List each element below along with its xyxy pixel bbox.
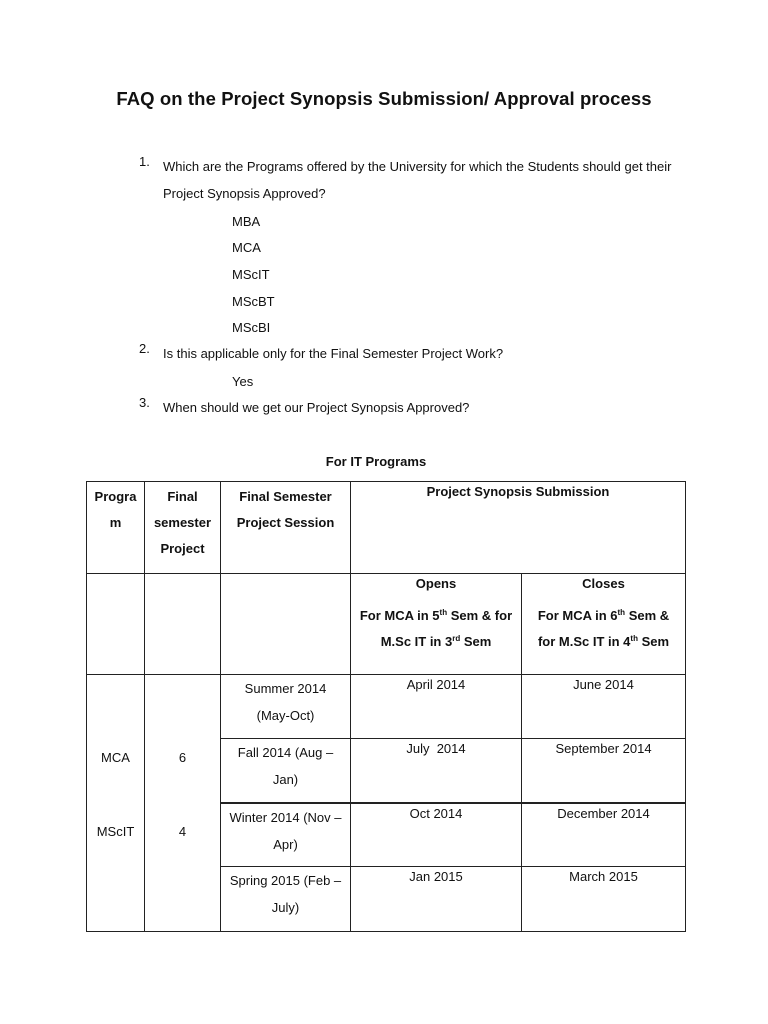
closes-cell: December 2014: [522, 803, 686, 867]
question-text: When should we get our Project Synopsis Approved?: [163, 400, 470, 415]
page-title: FAQ on the Project Synopsis Submission/ Approval process: [116, 88, 652, 109]
program-name-mscit: MScIT: [96, 824, 135, 839]
program-item: MScBI: [232, 320, 271, 335]
question-text: Is this applicable only for the Final Semester Project Work?: [163, 346, 504, 361]
question-number: 3.: [139, 395, 150, 410]
table-row: [87, 675, 686, 739]
question-text: Which are the Programs offered by the University for which the Students should get their Project Synopsis Approved?: [163, 159, 672, 201]
header-program: Program: [87, 482, 145, 574]
header-final-semester-project-session: Final Semester Project Session: [221, 482, 351, 574]
empty-cell: [87, 574, 145, 675]
empty-cell: [221, 574, 351, 675]
answer-text: Yes: [232, 374, 254, 389]
closes-cell: March 2015: [522, 867, 686, 932]
opens-cell: Oct 2014: [351, 803, 522, 867]
table-header-row: [87, 482, 686, 574]
opens-label: Opens: [415, 576, 457, 591]
program-cell: [87, 675, 145, 932]
faq-question-3: [139, 395, 699, 421]
closes-detail: For MCA in 6th Sem & for M.Sc IT in 4th Sem: [537, 608, 670, 649]
program-item: MCA: [232, 240, 261, 255]
opens-cell: April 2014: [351, 675, 522, 739]
table-caption: For IT Programs: [325, 454, 427, 469]
header-project-synopsis-submission: Project Synopsis Submission: [351, 482, 686, 574]
table-subheader-row: [87, 574, 686, 675]
semester-value-mca: 6: [178, 750, 187, 765]
session-cell: Fall 2014 (Aug – Jan): [221, 739, 351, 803]
header-final-semester-project: Final semester Project: [145, 482, 221, 574]
question-number: 1.: [139, 154, 150, 169]
program-name-mca: MCA: [101, 750, 130, 765]
subheader-closes: [522, 574, 686, 675]
session-cell: Summer 2014 (May-Oct): [221, 675, 351, 739]
opens-detail: For MCA in 5th Sem & for M.Sc IT in 3rd Sem: [359, 608, 513, 649]
question-number: 2.: [139, 341, 150, 356]
empty-cell: [145, 574, 221, 675]
opens-cell: Jan 2015: [351, 867, 522, 932]
opens-cell: July 2014: [351, 739, 522, 803]
closes-label: Closes: [582, 576, 625, 591]
synopsis-schedule-table: [86, 481, 686, 932]
session-cell: Winter 2014 (Nov – Apr): [221, 803, 351, 867]
program-item: MScBT: [232, 294, 275, 309]
faq-question-1: [139, 154, 699, 214]
program-item: MScIT: [232, 267, 270, 282]
session-cell: Spring 2015 (Feb –July): [221, 867, 351, 932]
subheader-opens: [351, 574, 522, 675]
semester-cell: [145, 675, 221, 932]
closes-cell: June 2014: [522, 675, 686, 739]
faq-question-2: [139, 341, 699, 367]
closes-cell: September 2014: [522, 739, 686, 803]
program-item: MBA: [232, 214, 261, 229]
semester-value-mscit: 4: [178, 824, 187, 839]
